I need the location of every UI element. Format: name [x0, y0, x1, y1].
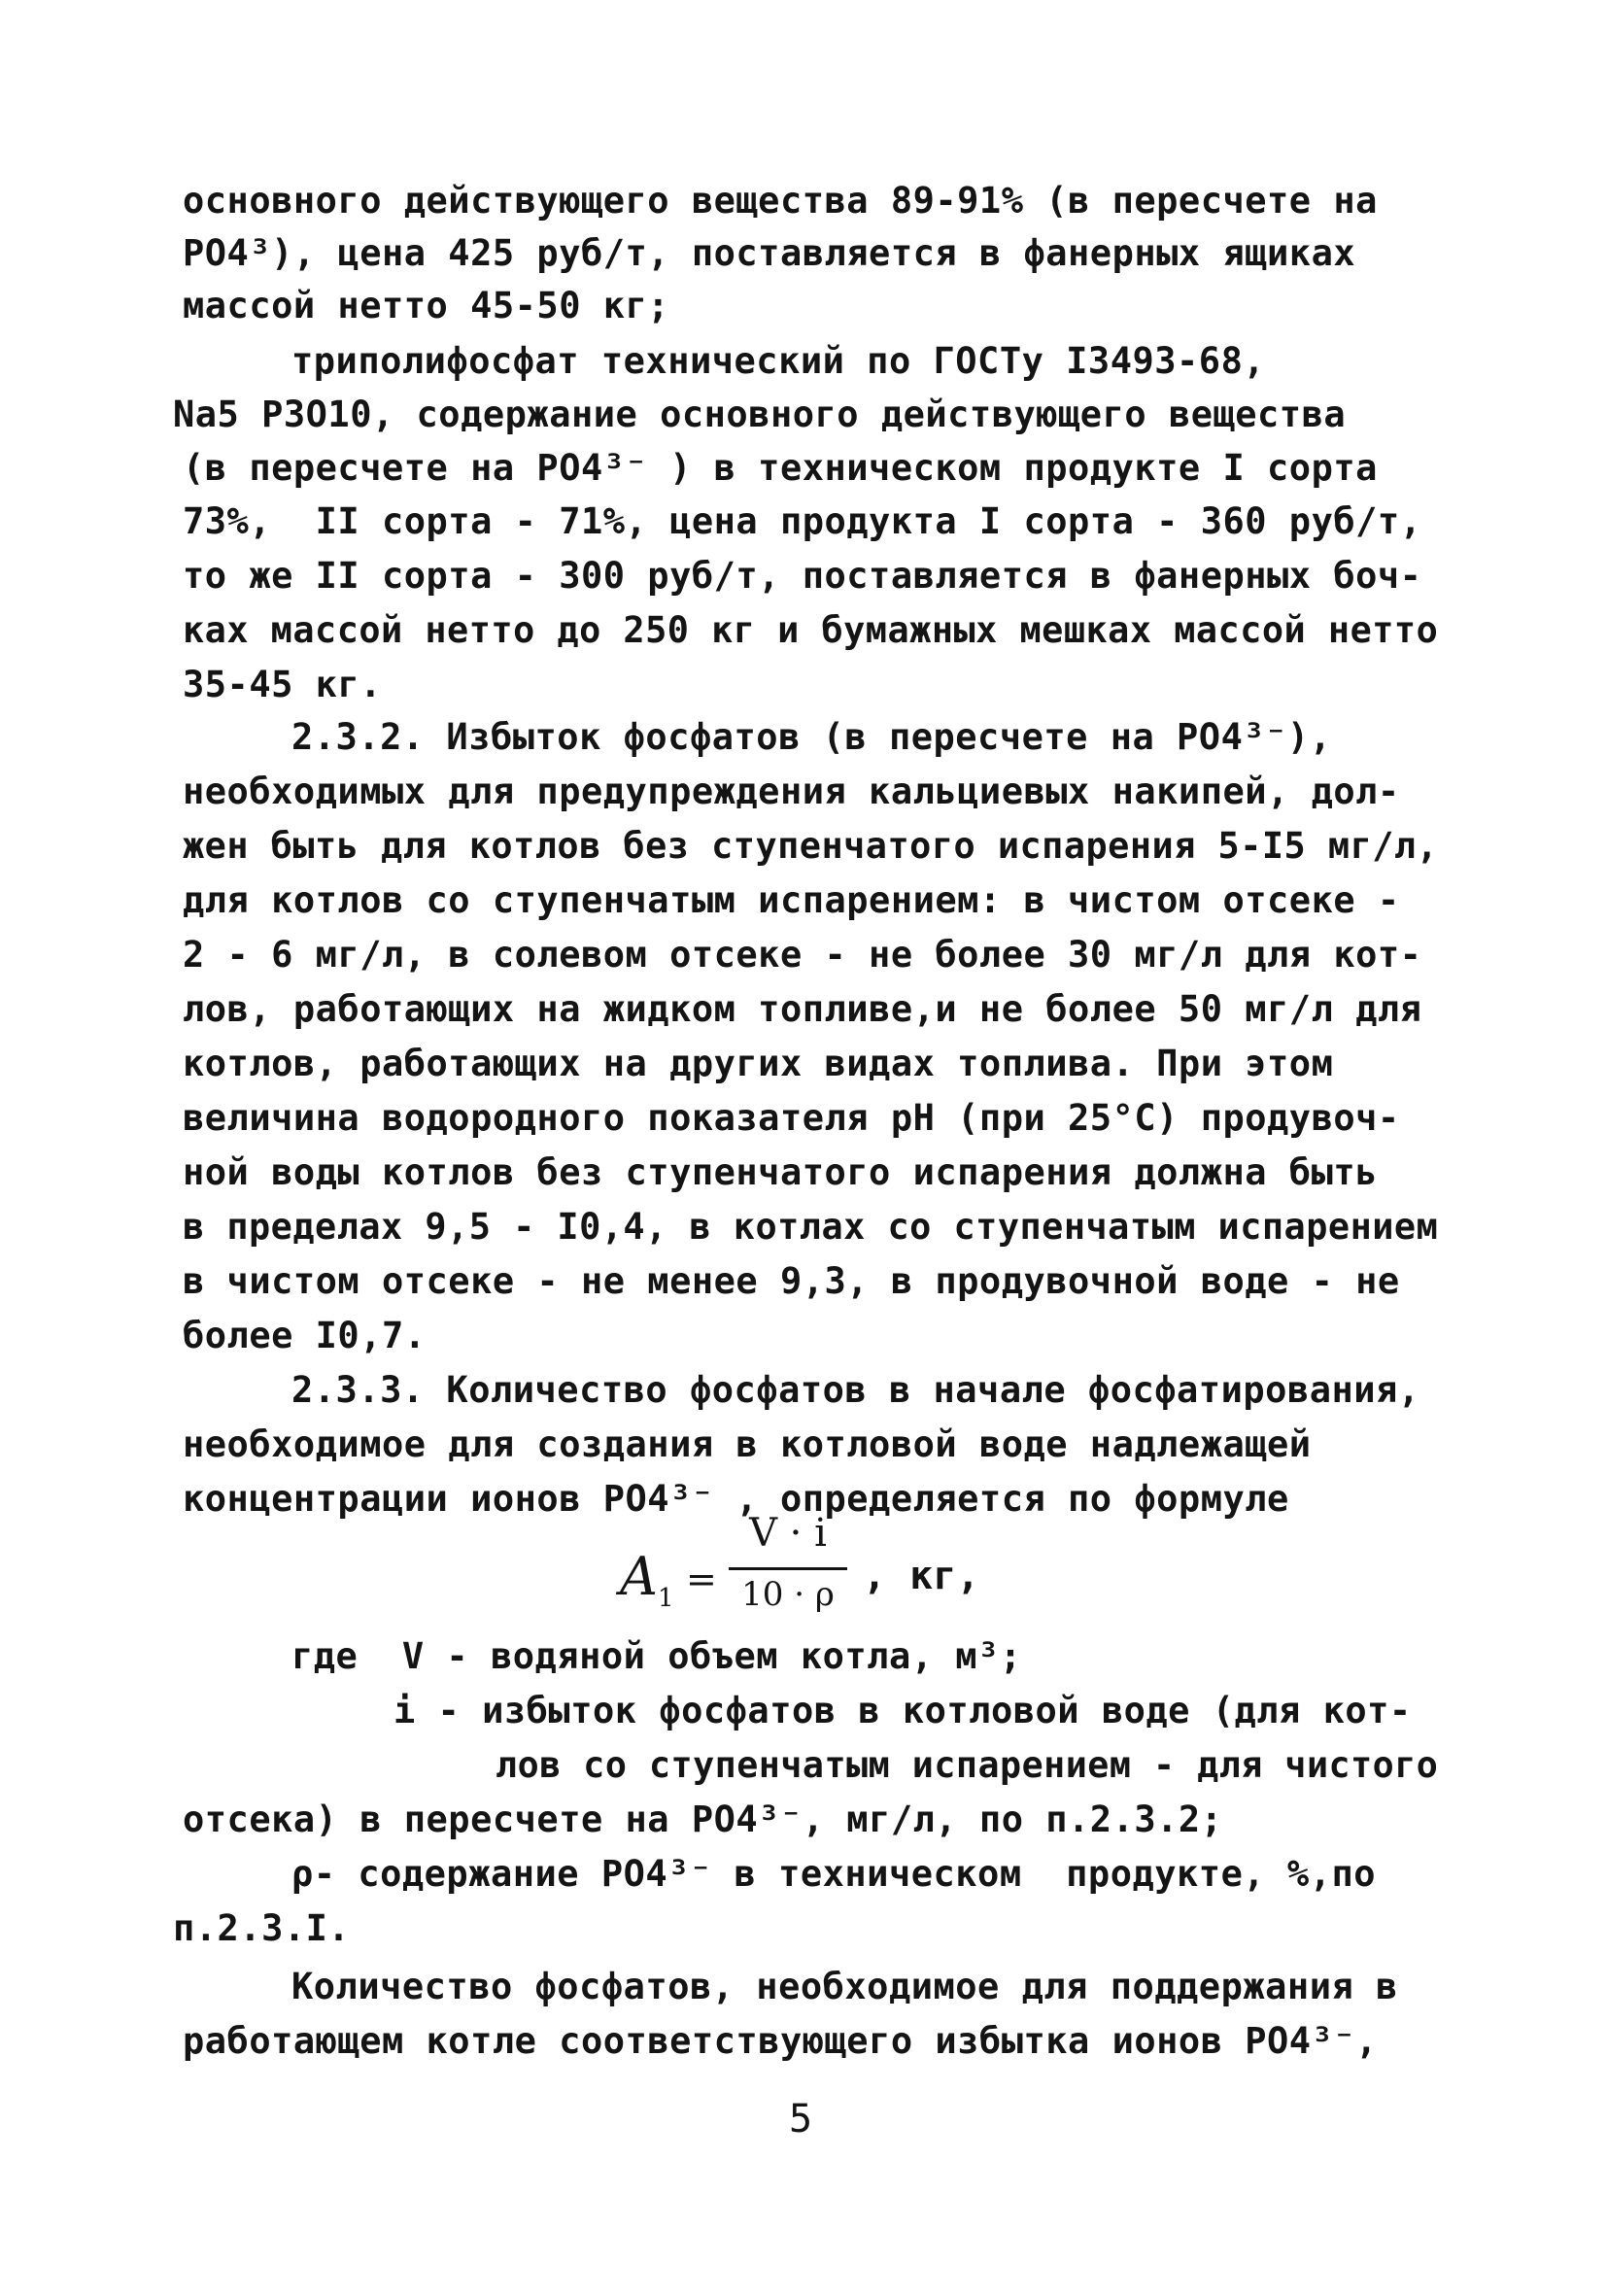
- text-line: PO4³), цена 425 руб/т, поставляется в фанерных ящиках: [183, 232, 1356, 274]
- text-line: более I0,7.: [183, 1315, 427, 1356]
- phosphate-formula: [620, 1511, 1028, 1647]
- text-line: жен быть для котлов без ступенчатого испарения 5-I5 мг/л,: [183, 825, 1439, 867]
- text-line: ρ- содержание PO4³⁻ в техническом продукте, %,по: [291, 1853, 1377, 1895]
- text-line: лов со ступенчатым испарением - для чистого: [496, 1744, 1439, 1786]
- formula-lhs: [620, 1546, 674, 1613]
- text-line: работающем котле соответствующего избытка ионов PO4³⁻,: [183, 2020, 1378, 2062]
- text-line: отсека) в пересчете на PO4³⁻, мг/л, по п.2.3.2;: [183, 1799, 1223, 1840]
- text-line: массой нетто 45-50 кг;: [183, 285, 670, 326]
- formula-lhs-symbol: A: [620, 1546, 658, 1607]
- text-line: где V - водяной объем котла, м³;: [291, 1635, 1022, 1677]
- text-line: 2.3.3. Количество фосфатов в начале фосфатирования,: [291, 1369, 1420, 1411]
- text-line: Количество фосфатов, необходимое для поддержания в: [291, 1966, 1398, 2007]
- text-line: (в пересчете на PO4³⁻ ) в техническом продукте I сорта: [183, 447, 1378, 489]
- text-line: в чистом отсеке - не менее 9,3, в продувочной воде - не: [183, 1260, 1400, 1302]
- text-line: то же II сорта - 300 руб/т, поставляется в фанерных боч-: [183, 555, 1422, 597]
- formula-numerator: V · i: [749, 1511, 827, 1556]
- formula-denominator: 10 · ρ: [741, 1575, 835, 1614]
- formula-fraction-bar: [729, 1567, 847, 1570]
- text-line: в пределах 9,5 - I0,4, в котлах со ступенчатым испарением: [183, 1206, 1439, 1248]
- text-line: лов, работающих на жидком топливе,и не более 50 мг/л для: [183, 988, 1422, 1030]
- page-number: 5: [789, 2097, 813, 2142]
- text-line: 2 - 6 мг/л, в солевом отсеке - не более 30 мг/л для кот-: [183, 934, 1422, 976]
- text-line: триполифосфат технический по ГОСТу I3493-68,: [291, 340, 1266, 382]
- text-line: основного действующего вещества 89-91% (в пересчете на: [183, 180, 1378, 222]
- formula-unit: , кг,: [863, 1554, 980, 1598]
- text-line: для котлов со ступенчатым испарением: в чистом отсеке -: [183, 879, 1400, 921]
- text-line: необходимое для создания в котловой воде надлежащей: [183, 1423, 1312, 1465]
- text-line: 2.3.2. Избыток фосфатов (в пересчете на PO4³⁻),: [291, 716, 1332, 758]
- text-line: ной воды котлов без ступенчатого испарения должна быть: [183, 1151, 1378, 1193]
- text-line: котлов, работающих на других видах топлива. При этом: [183, 1043, 1334, 1084]
- text-line: i - избыток фосфатов в котловой воде (для кот-: [393, 1690, 1412, 1731]
- formula-equals: =: [686, 1558, 717, 1600]
- text-line: п.2.3.I.: [173, 1907, 351, 1949]
- text-line: 73%, II сорта - 71%, цена продукта I сорта - 360 руб/т,: [183, 500, 1422, 542]
- text-line: ках массой нетто до 250 кг и бумажных мешках массой нетто: [183, 609, 1439, 651]
- text-line: Na5 P3O10, содержание основного действующего вещества: [173, 394, 1347, 435]
- text-line: 35-45 кг.: [183, 664, 382, 705]
- text-line: концентрации ионов PO4³⁻ , определяется по формуле: [183, 1478, 1289, 1520]
- text-line: необходимых для предупреждения кальциевых накипей, дол-: [183, 771, 1400, 812]
- text-line: величина водородного показателя pH (при 25°С) продувоч-: [183, 1097, 1400, 1139]
- formula-lhs-subscript: 1: [658, 1583, 674, 1613]
